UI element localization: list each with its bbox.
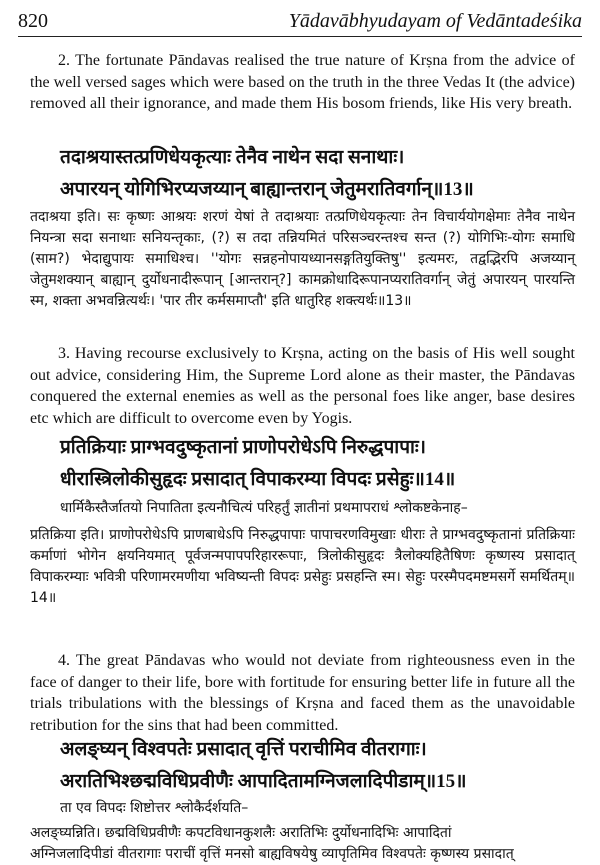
verse-line: अपारयन् योगिभिरप्यजय्यान् बाह्यान्तरान् जेतुमरातिवर्गान्॥13॥ [60,179,474,200]
commentary-14: प्रतिक्रिया इति। प्राणोपरोधेऽपि प्राणबाधेऽपि निरुद्धपापाः पापाचरणविमुखाः धीराः ते प्राग्भवदुष्कृतानां प्रतिक्रियाः कर्माणां भोगेन क्षयनियमात् पूर्वजन्मपापपरिहाररूपाः, त्रिलोकीसुहृदः त्रैलोक्यहितैषिणः कृष्णस्य प्रसादात् विपाकरम्याः भवित्री परिणामरमणीया भविष्यन्ती विपदः प्रसेहुः प्रसहन्ति स्म। सेहुः परस्मैपदमष्टमसर्गे समर्थितम्॥14॥ [30,527,575,606]
translation-paragraph-4: 4. The great Pāndavas who would not deviate from righteousness even in the face of danger to their life, bore with fortitude for ensuring better life in future all the trials tribulations with the blessings of Krṣna and faced them as the unavoidable retribution for the sins that had been committed. [30,652,575,734]
page-number: 820 [18,10,48,32]
sanskrit-verse-13 [60,142,580,206]
verse-line: प्रतिक्रियाः प्राग्भवदुष्कृतानां प्राणोपरोधेऽपि निरुद्धपापाः। [60,437,426,458]
commentary-15 [30,823,575,865]
translation-paragraph-2: 2. The fortunate Pāndavas realised the true nature of Krṣna from the advice of the well versed sages which were based on the truth in the three Vedas It (the advice) removed all their ignorance, and made them His bosom friends, like His very breath. [30,52,575,112]
verse-line: अरातिभिश्छद्मविधिप्रवीणैः आपादितामग्निजलादिपीडाम्॥15॥ [60,771,467,792]
commentary-line: अग्निजलादिपीडां वीतरागाः पराचीं वृत्तिं मनसो बाह्यविषयेषु व्यापृतिमिव विश्वपतेः कृष्णस्य प्रसादात् [30,846,514,862]
verse-14-introduction: धार्मिकैस्तैर्जातयो निपातिता इत्यनौचित्यं परिहर्तुं ज्ञातीनां प्रथमापराधं श्लोकष्टकेनाह– [60,500,468,516]
verse-line: धीरास्त्रिलोकीसुहृदः प्रसादात् विपाकरम्या विपदः प्रसेहुः॥14॥ [60,469,456,490]
sanskrit-verse-15 [60,734,580,798]
header-rule [18,36,582,37]
running-title: Yādavābhyudayam of Vedāntadeśika [288,10,582,32]
page-header [18,8,582,34]
commentary-line: अलङ्घ्यन्निति। छद्मविधिप्रवीणैः कपटविधानकुशलैः अरातिभिः दुर्योधनादिभिः आपादितां [30,825,452,841]
verse-line: तदाश्रयास्तत्प्रणिधेयकृत्याः तेनैव नाथेन सदा सनाथाः। [60,147,405,168]
verse-15-introduction: ता एव विपदः शिष्टोत्तर श्लोकैर्दर्शयति– [60,800,249,816]
verse-line: अलङ्घ्यन् विश्वपतेः प्रसादात् वृत्तिं पराचीमिव वीतरागाः। [60,739,427,760]
sanskrit-verse-14 [60,432,580,496]
commentary-13: तदाश्रया इति। सः कृष्णः आश्रयः शरणं येषां ते तदाश्रयाः तत्प्रणिधेयकृत्याः तेन विचार्ययोगक्षेमाः तेनैव नाथेन नियन्त्रा सदा सनाथाः सनियन्तृकाः, (?) स तदा तन्नियमितं परिसञ्चरन्तश्च सन्त (?) योगिभिः-योगः समाधि (साम?) भेदाद्युपायः समाधिश्च। ''योगः सन्नहनोपायध्यानसङ्गतियुक्तिषु'' इत्यमरः, तद्वद्भिरपि अजय्यान् जेतुमशक्यान् बाह्यान् दुर्योधनादीरूपान् [आन्तरान्?] कामक्रोधादिरूपानप्यरातिवर्गान् जेतुं अपारयन् पारयन्ति स्म, शक्ता अभवन्नित्यर्थः। 'पार तीर कर्मसमाप्तौ' इति धातुरिह शक्त्यर्थः॥13॥ [30,209,575,309]
translation-paragraph-3: 3. Having recourse exclusively to Krṣna, acting on the basis of His well sought out advice, considering Him, the Supreme Lord alone as their master, the Pāndavas conquered the external enemies as well as the personal foes like anger, base desires etc which are difficult to overcome even by Yogis. [30,345,575,427]
